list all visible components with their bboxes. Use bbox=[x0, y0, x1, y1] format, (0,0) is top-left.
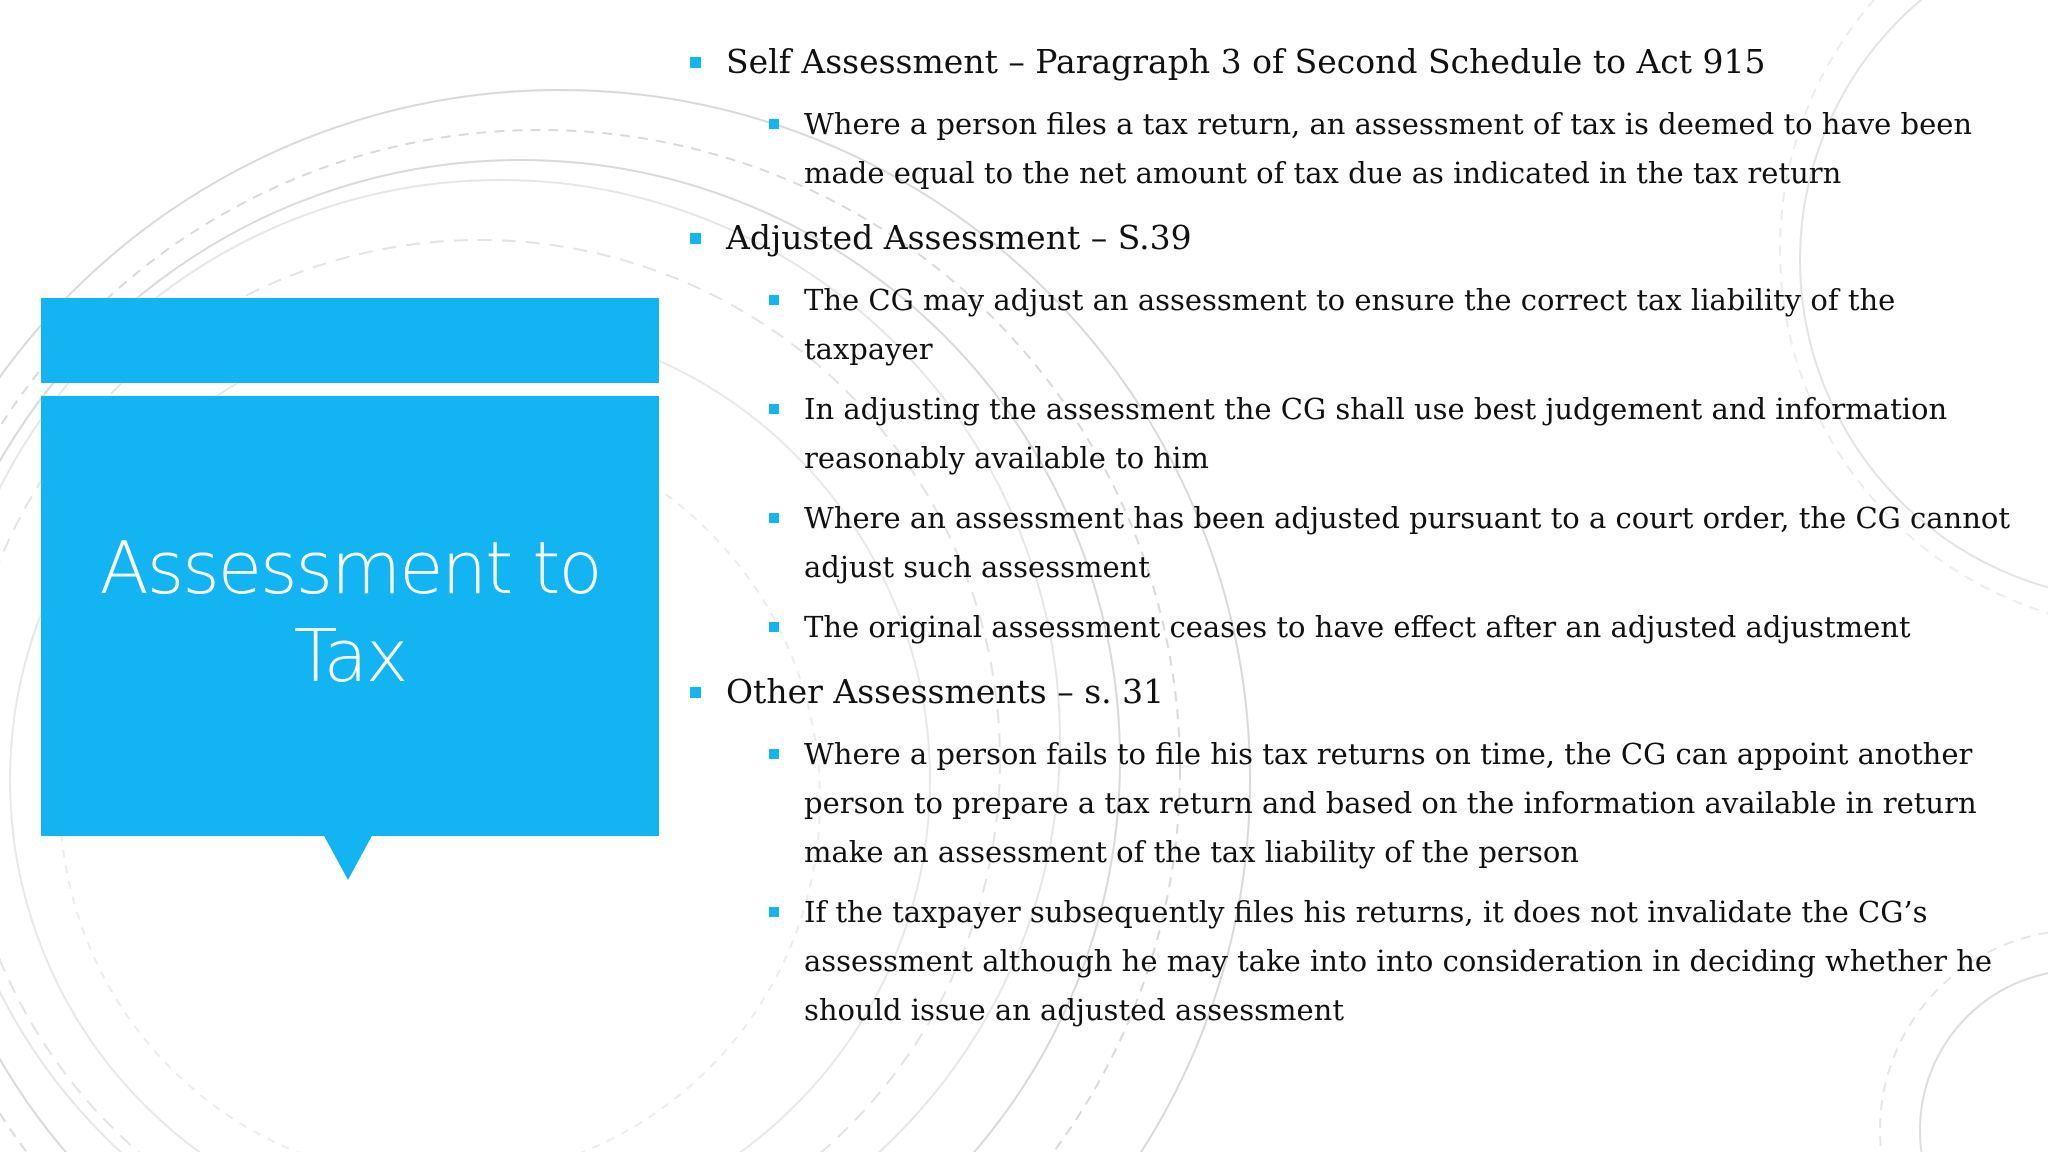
list-item-text: The original assessment ceases to have effect after an adjusted adjustment bbox=[804, 610, 1911, 644]
section-heading-text: Self Assessment – Paragraph 3 of Second Schedule to Act 915 bbox=[726, 42, 1766, 81]
list-item bbox=[804, 100, 2020, 198]
list-item bbox=[804, 494, 2020, 592]
title-pointer-shape bbox=[323, 834, 373, 880]
square-bullet-icon bbox=[769, 749, 779, 759]
square-bullet-icon bbox=[690, 233, 701, 244]
slide-title-line-1: Assessment to bbox=[99, 526, 601, 610]
square-bullet-icon bbox=[769, 513, 779, 523]
square-bullet-icon bbox=[690, 57, 701, 68]
list-item-text: In adjusting the assessment the CG shall use best judgement and information reasonably available to him bbox=[804, 392, 1948, 475]
square-bullet-icon bbox=[769, 622, 779, 632]
section-heading-text: Adjusted Assessment – S.39 bbox=[726, 218, 1192, 257]
list-item-text: Where a person fails to file his tax returns on time, the CG can appoint another person to prepare a tax return and based on the information available in return make an assessment of the tax liability of the person bbox=[804, 737, 1977, 869]
slide-title bbox=[99, 524, 600, 700]
slide-title-line-2: Tax bbox=[293, 614, 407, 698]
list-item-text: Where an assessment has been adjusted pursuant to a court order, the CG cannot adjust such assessment bbox=[804, 501, 2011, 584]
square-bullet-icon bbox=[690, 687, 701, 698]
list-item-text: Where a person files a tax return, an assessment of tax is deemed to have been made equal to the net amount of tax due as indicated in the tax return bbox=[804, 107, 1973, 190]
square-bullet-icon bbox=[769, 907, 779, 917]
square-bullet-icon bbox=[769, 295, 779, 305]
section-heading bbox=[690, 214, 2020, 262]
title-box bbox=[41, 396, 659, 836]
slide-content bbox=[690, 38, 2020, 1051]
section-adjusted-assessment bbox=[690, 214, 2020, 652]
section-self-assessment bbox=[690, 38, 2020, 198]
square-bullet-icon bbox=[769, 119, 779, 129]
title-accent-strip bbox=[41, 298, 659, 383]
list-item bbox=[804, 603, 2020, 652]
list-item-text: The CG may adjust an assessment to ensure the correct tax liability of the taxpayer bbox=[804, 283, 1896, 366]
section-heading-text: Other Assessments – s. 31 bbox=[726, 672, 1165, 711]
section-other-assessments bbox=[690, 668, 2020, 1035]
section-heading bbox=[690, 38, 2020, 86]
list-item bbox=[804, 276, 2020, 374]
square-bullet-icon bbox=[769, 404, 779, 414]
list-item bbox=[804, 730, 2020, 877]
list-item bbox=[804, 888, 2020, 1035]
section-heading bbox=[690, 668, 2020, 716]
list-item bbox=[804, 385, 2020, 483]
list-item-text: If the taxpayer subsequently files his returns, it does not invalidate the CG’s assessment although he may take into into consideration in deciding whether he should issue an adjusted assessment bbox=[804, 895, 1993, 1027]
